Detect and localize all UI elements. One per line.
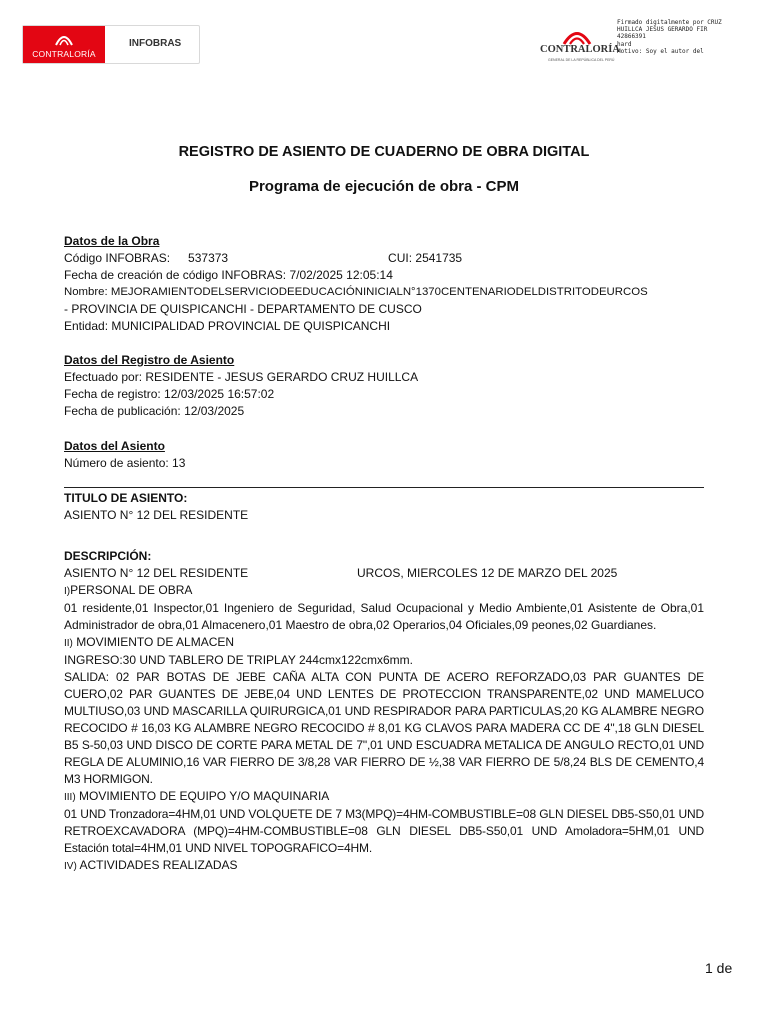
section-2-ingreso: INGRESO:30 UND TABLERO DE TRIPLAY 244cmx122cmx6mm. [64, 653, 413, 667]
section-2-title: MOVIMIENTO DE ALMACEN [76, 635, 235, 649]
section-4-number: IV) [64, 861, 77, 872]
signature-line: Motivo: Soy el autor del [617, 47, 704, 55]
numero-asiento: Número de asiento: 13 [64, 456, 186, 470]
section-1-title: PERSONAL DE OBRA [70, 583, 193, 597]
logo-brand-text: CONTRALORÍA [32, 49, 96, 59]
obra-section [64, 233, 704, 335]
signature-line: Firmado digitalmente por CRUZ [617, 19, 722, 26]
signature-line: hard [617, 40, 632, 48]
asiento-heading: Datos del Asiento [64, 439, 165, 453]
fecha-creacion: Fecha de creación de código INFOBRAS: 7/02/2025 12:05:14 [64, 268, 393, 282]
titulo-value: ASIENTO N° 12 DEL RESIDENTE [64, 508, 249, 522]
section-3-body: 01 UND Tronzadora=4HM,01 UND VOLQUETE DE 7 M3(MPQ)=4HM-COMBUSTIBLE=08 GLN DIESEL DB5-S50,01 UND RETROEXCAVADORA (MPQ)=4HM-COMBUSTIBLE=08 GLN DIESEL DB5-S50,01 UND Amoladora=5HM,01 UND Estación total=4HM,01 UND NIVEL TOPOGRAFICO=4HM. [64, 807, 704, 855]
titulo-section [64, 490, 704, 524]
registro-section [64, 352, 704, 420]
logo-product-text: INFOBRAS [129, 38, 182, 49]
section-4-title: ACTIVIDADES REALIZADAS [79, 858, 238, 872]
document-title: REGISTRO DE ASIENTO DE CUADERNO DE OBRA DIGITAL [178, 144, 590, 160]
contraloria-infobras-logo [22, 25, 200, 64]
asiento-section [64, 438, 704, 472]
signature-logo [540, 27, 620, 67]
section-2-heading [64, 634, 704, 652]
section-1-body: 01 residente,01 Inspector,01 Ingeniero de Seguridad, Salud Ocupacional y Medio Ambiente,01 Asistente de Obra,01 Administrador de obra,01 Almacenero,01 Maestro de obra,02 Operarios,04 Oficiales,09 peones,02 Guardianes. [64, 601, 704, 632]
contraloria-emblem-icon [55, 31, 73, 47]
obra-heading: Datos de la Obra [64, 234, 160, 248]
contraloria-emblem-red-icon [562, 27, 592, 45]
signature-line: 42866391 [617, 33, 646, 41]
contraloria-logo-block [23, 26, 105, 63]
descripcion-location-date: URCOS, MIERCOLES 12 DE MARZO DEL 2025 [357, 566, 618, 580]
cui-label: CUI: [388, 251, 413, 265]
codigo-row [64, 250, 704, 267]
cui-value: 2541735 [415, 251, 463, 265]
registro-heading: Datos del Registro de Asiento [64, 353, 235, 367]
efectuado-por: Efectuado por: RESIDENTE - JESUS GERARDO CRUZ HUILLCA [64, 370, 419, 384]
fecha-publicacion: Fecha de publicación: 12/03/2025 [64, 404, 245, 418]
codigo-value: 537373 [188, 251, 229, 265]
digital-signature-stamp [617, 19, 747, 55]
nombre-line-2: - PROVINCIA DE QUISPICANCHI - DEPARTAMENTO DE CUSCO [64, 302, 422, 316]
section-4-heading [64, 857, 704, 875]
descripcion-asiento-left: ASIENTO N° 12 DEL RESIDENTE [64, 566, 249, 580]
descripcion-asiento-row [64, 565, 704, 582]
signature-line: HUILLCA JESUS GERARDO FIR [617, 26, 708, 34]
fecha-registro: Fecha de registro: 12/03/2025 16:57:02 [64, 387, 275, 401]
section-3-title: MOVIMIENTO DE EQUIPO Y/O MAQUINARIA [79, 789, 330, 803]
signature-logo-brand: CONTRALORÍA [540, 44, 620, 55]
signature-logo-tagline: GENERAL DE LA REPÚBLICA DEL PERÚ [548, 58, 615, 62]
section-2-number: II) [64, 638, 73, 649]
section-1-number: I) [64, 586, 71, 597]
section-1-heading [64, 582, 704, 600]
page-number: 1 de [705, 960, 733, 976]
section-3-heading [64, 788, 704, 806]
titulo-label: TITULO DE ASIENTO: [64, 491, 188, 505]
descripcion-section [64, 548, 704, 875]
codigo-label: Código INFOBRAS: [64, 251, 171, 265]
document-subtitle: Programa de ejecución de obra - CPM [248, 178, 520, 195]
descripcion-label: DESCRIPCIÓN: [64, 549, 152, 563]
section-3-number: III) [64, 792, 76, 803]
divider [64, 487, 704, 488]
entidad: Entidad: MUNICIPALIDAD PROVINCIAL DE QUISPICANCHI [64, 319, 391, 333]
nombre-line: Nombre: MEJORAMIENTODELSERVICIODEEDUCACIÓNINICIALN°1370CENTENARIODELDISTRITODEURCOS [64, 286, 648, 298]
section-2-salida: SALIDA: 02 PAR BOTAS DE JEBE CAÑA ALTA CON PUNTA DE ACERO REFORZADO,03 PAR GUANTES DE CUERO,02 PAR GUANTES DE JEBE,04 UND LENTES DE PROTECCION TRANSPARENTE,02 UND MAMELUCO MULTIUSO,03 UND MASCARILLA QUIRURGICA,01 UND RESPIRADOR PARA PARTICULAS,20 KG ALAMBRE NEGRO RECOCIDO # 16,03 KG ALAMBRE NEGRO RECOCIDO # 8,01 KG CLAVOS PARA MADERA CC DE 4",18 GLN DIESEL B5 S-50,03 UND DISCO DE CORTE PARA METAL DE 7",01 UND ESCUADRA METALICA DE ANGULO RECTO,01 UND REGLA DE ALUMINIO,16 VAR FIERRO DE 3/8,28 VAR FIERRO DE ½,38 VAR FIERRO DE 5/8,24 BLS DE CEMENTO,4 M3 HORMIGON. [64, 670, 704, 786]
